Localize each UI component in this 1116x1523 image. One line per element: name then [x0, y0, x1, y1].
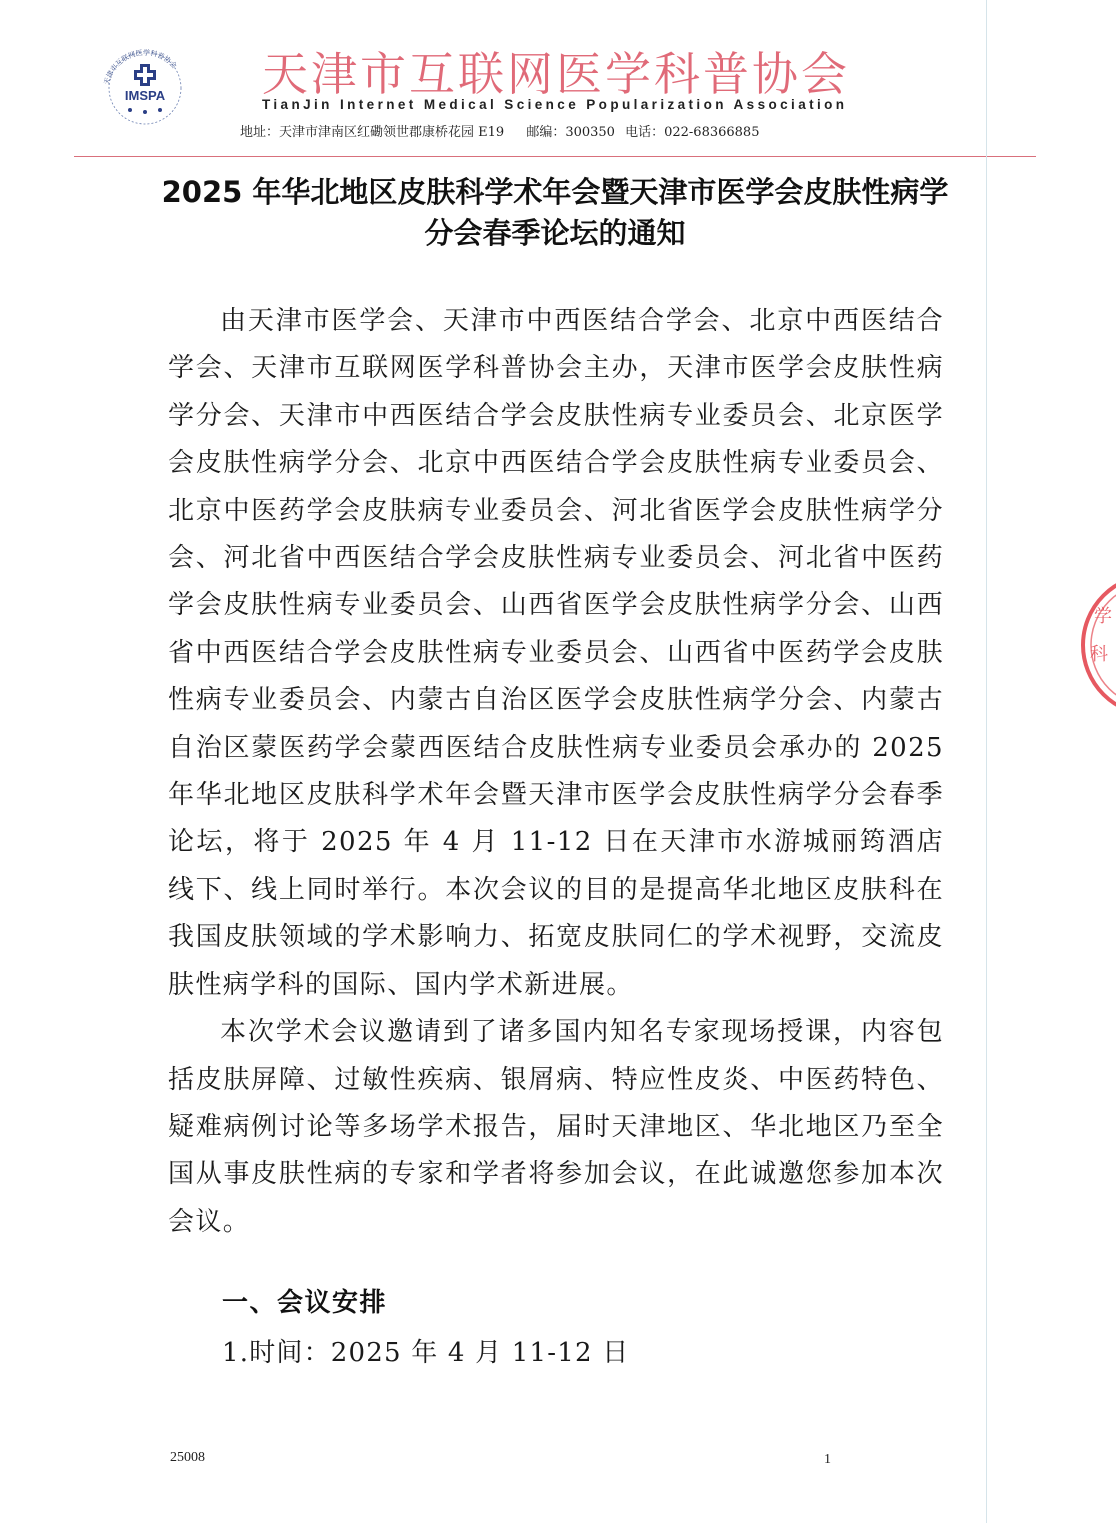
org-name-chinese: 天津市互联网医学科普协会: [262, 47, 850, 101]
item-time: 1.时间：2025 年 4 月 11-12 日: [222, 1338, 630, 1368]
svg-text:天津市互联网医学科普协会: 天津市互联网医学科普协会: [102, 48, 179, 86]
notice-body: [168, 298, 944, 1246]
org-contact-line: [240, 121, 880, 140]
org-name-english: TianJin Internet Medical Science Popularization Association: [262, 97, 848, 112]
org-postcode: 邮编：300350: [526, 125, 615, 140]
notice-title: 2025 年华北地区皮肤科学术年会暨天津市医学会皮肤性病学分会春季论坛的通知: [161, 175, 949, 250]
page-number: 1: [824, 1452, 831, 1467]
body-paragraph-1: 由天津市医学会、天津市中西医结合学会、北京中西医结合学会、天津市互联网医学科普协会主办，天津市医学会皮肤性病学分会、天津市中西医结合学会皮肤性病专业委员会、北京医学会皮肤性病学分会、北京中西医结合学会皮肤性病专业委员会、北京中医药学会皮肤病专业委员会、河北省医学会皮肤性病学分会、河北省中西医结合学会皮肤性病专业委员会、河北省中医药学会皮肤性病专业委员会、山西省医学会皮肤性病学分会、山西省中西医结合学会皮肤性病专业委员会、山西省中医药学会皮肤性病专业委员会、内蒙古自治区医学会皮肤性病学分会、内蒙古自治区蒙医药学会蒙西医结合皮肤性病专业委员会承办的 2025 年华北地区皮肤科学术年会暨天津市医学会皮肤性病学分会春季论坛，将于 2025 年 4 月 11-12 日在天津市水游城丽筠酒店线下、线上同时举行。本次会议的目的是提高华北地区皮肤科在我国皮肤领域的学术影响力、拓宽皮肤同仁的学术视野，交流皮肤性病学科的国际、国内学术新进展。: [168, 306, 944, 1000]
svg-text:IMSPA: IMSPA: [124, 88, 166, 103]
svg-text:科: 科: [1090, 644, 1108, 665]
document-number: 25008: [170, 1450, 205, 1465]
svg-text:学: 学: [1094, 606, 1112, 627]
letterhead-divider: [74, 156, 1036, 157]
body-paragraph-2: 本次学术会议邀请到了诸多国内知名专家现场授课，内容包括皮肤屏障、过敏性疾病、银屑病、特应性皮炎、中医药特色、疑难病例讨论等多场学术报告，届时天津地区、华北地区乃至全国从事皮肤性病的专家和学者将参加会议，在此诚邀您参加本次会议。: [168, 1017, 944, 1237]
section-heading-arrangement: 一、会议安排: [222, 1288, 388, 1318]
org-address: 地址：天津市津南区红磡领世郡康桥花园 E19: [240, 125, 505, 140]
red-seal-stamp: [1078, 570, 1116, 720]
scan-edge-line: [986, 0, 987, 1523]
org-phone: 电话：022-68366885: [625, 125, 760, 140]
association-logo: [90, 40, 200, 128]
